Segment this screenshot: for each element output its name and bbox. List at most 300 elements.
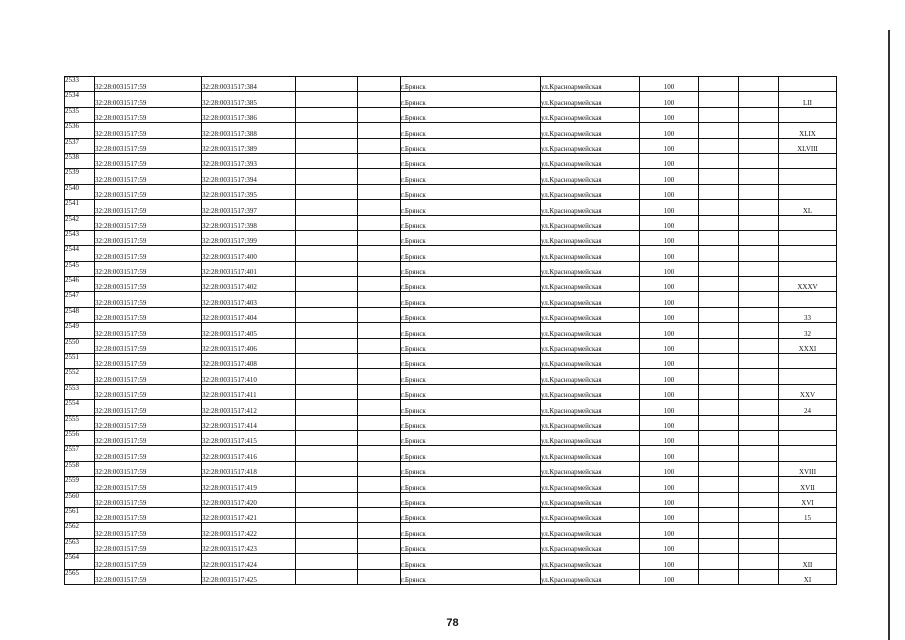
empty-cell (296, 77, 358, 92)
empty-cell (699, 277, 739, 292)
parent-cadastral-number-cell: 32:28:0031517:59 (95, 523, 202, 538)
empty-cell (358, 323, 401, 338)
table-row (65, 107, 837, 122)
table-row (65, 138, 837, 153)
empty-cell (358, 123, 401, 138)
percent-cell: 100 (640, 292, 699, 307)
row-number-cell: 2565 (65, 569, 95, 584)
street-cell: ул.Красноармейская (541, 246, 640, 261)
empty-cell (739, 307, 779, 322)
empty-cell (739, 538, 779, 553)
table-row (65, 492, 837, 507)
empty-cell (699, 323, 739, 338)
street-cell: ул.Красноармейская (541, 554, 640, 569)
empty-cell (699, 461, 739, 476)
row-number-cell: 2553 (65, 384, 95, 399)
cadastral-number-cell: 32:28:0031517:388 (202, 123, 296, 138)
empty-cell (699, 338, 739, 353)
cadastral-number-cell: 32:28:0031517:384 (202, 77, 296, 92)
empty-cell (358, 292, 401, 307)
city-cell: г.Брянск (401, 323, 541, 338)
city-cell: г.Брянск (401, 461, 541, 476)
cadastral-number-cell: 32:28:0031517:386 (202, 107, 296, 122)
parent-cadastral-number-cell: 32:28:0031517:59 (95, 307, 202, 322)
empty-cell (699, 107, 739, 122)
city-cell: г.Брянск (401, 77, 541, 92)
empty-cell (699, 123, 739, 138)
cadastral-number-cell: 32:28:0031517:418 (202, 461, 296, 476)
street-cell: ул.Красноармейская (541, 277, 640, 292)
empty-cell (358, 461, 401, 476)
parent-cadastral-number-cell: 32:28:0031517:59 (95, 138, 202, 153)
city-cell: г.Брянск (401, 430, 541, 445)
empty-cell (296, 400, 358, 415)
percent-cell: 100 (640, 523, 699, 538)
percent-cell: 100 (640, 92, 699, 107)
empty-cell (296, 261, 358, 276)
percent-cell: 100 (640, 369, 699, 384)
empty-cell (296, 277, 358, 292)
empty-cell (358, 477, 401, 492)
room-number-cell (779, 292, 837, 307)
empty-cell (739, 184, 779, 199)
street-cell: ул.Красноармейская (541, 477, 640, 492)
empty-cell (358, 277, 401, 292)
percent-cell: 100 (640, 184, 699, 199)
street-cell: ул.Красноармейская (541, 92, 640, 107)
empty-cell (699, 169, 739, 184)
empty-cell (739, 230, 779, 245)
row-number-cell: 2546 (65, 277, 95, 292)
city-cell: г.Брянск (401, 446, 541, 461)
empty-cell (699, 354, 739, 369)
city-cell: г.Брянск (401, 415, 541, 430)
table-row (65, 384, 837, 399)
empty-cell (699, 215, 739, 230)
parent-cadastral-number-cell: 32:28:0031517:59 (95, 123, 202, 138)
percent-cell: 100 (640, 138, 699, 153)
empty-cell (739, 446, 779, 461)
city-cell: г.Брянск (401, 523, 541, 538)
empty-cell (358, 446, 401, 461)
empty-cell (358, 77, 401, 92)
room-number-cell: 15 (779, 507, 837, 522)
percent-cell: 100 (640, 384, 699, 399)
street-cell: ул.Красноармейская (541, 338, 640, 353)
parent-cadastral-number-cell: 32:28:0031517:59 (95, 477, 202, 492)
street-cell: ул.Красноармейская (541, 215, 640, 230)
room-number-cell: XLVIII (779, 138, 837, 153)
table-row (65, 277, 837, 292)
empty-cell (358, 415, 401, 430)
city-cell: г.Брянск (401, 153, 541, 168)
percent-cell: 100 (640, 415, 699, 430)
registry-table-body (65, 77, 837, 585)
empty-cell (296, 153, 358, 168)
city-cell: г.Брянск (401, 477, 541, 492)
parent-cadastral-number-cell: 32:28:0031517:59 (95, 384, 202, 399)
empty-cell (296, 138, 358, 153)
cadastral-number-cell: 32:28:0031517:422 (202, 523, 296, 538)
city-cell: г.Брянск (401, 354, 541, 369)
row-number-cell: 2535 (65, 107, 95, 122)
room-number-cell: XVIII (779, 461, 837, 476)
city-cell: г.Брянск (401, 538, 541, 553)
room-number-cell (779, 415, 837, 430)
table-row (65, 338, 837, 353)
table-row (65, 292, 837, 307)
empty-cell (699, 153, 739, 168)
cadastral-number-cell: 32:28:0031517:406 (202, 338, 296, 353)
empty-cell (699, 246, 739, 261)
empty-cell (739, 215, 779, 230)
percent-cell: 100 (640, 77, 699, 92)
percent-cell: 100 (640, 169, 699, 184)
empty-cell (296, 246, 358, 261)
table-row (65, 523, 837, 538)
percent-cell: 100 (640, 446, 699, 461)
row-number-cell: 2556 (65, 430, 95, 445)
empty-cell (739, 523, 779, 538)
empty-cell (739, 369, 779, 384)
cadastral-number-cell: 32:28:0031517:421 (202, 507, 296, 522)
empty-cell (699, 400, 739, 415)
table-row (65, 77, 837, 92)
room-number-cell: LII (779, 92, 837, 107)
row-number-cell: 2557 (65, 446, 95, 461)
row-number-cell: 2540 (65, 184, 95, 199)
empty-cell (296, 446, 358, 461)
row-number-cell: 2560 (65, 492, 95, 507)
empty-cell (358, 153, 401, 168)
percent-cell: 100 (640, 246, 699, 261)
empty-cell (358, 169, 401, 184)
room-number-cell (779, 354, 837, 369)
empty-cell (296, 492, 358, 507)
row-number-cell: 2551 (65, 354, 95, 369)
parent-cadastral-number-cell: 32:28:0031517:59 (95, 554, 202, 569)
row-number-cell: 2564 (65, 554, 95, 569)
table-row (65, 507, 837, 522)
empty-cell (699, 200, 739, 215)
parent-cadastral-number-cell: 32:28:0031517:59 (95, 261, 202, 276)
room-number-cell (779, 246, 837, 261)
percent-cell: 100 (640, 107, 699, 122)
table-row (65, 354, 837, 369)
cadastral-number-cell: 32:28:0031517:423 (202, 538, 296, 553)
cadastral-number-cell: 32:28:0031517:416 (202, 446, 296, 461)
empty-cell (358, 338, 401, 353)
room-number-cell: XL (779, 200, 837, 215)
city-cell: г.Брянск (401, 369, 541, 384)
street-cell: ул.Красноармейская (541, 507, 640, 522)
percent-cell: 100 (640, 123, 699, 138)
percent-cell: 100 (640, 215, 699, 230)
parent-cadastral-number-cell: 32:28:0031517:59 (95, 277, 202, 292)
city-cell: г.Брянск (401, 307, 541, 322)
page-number: 78 (446, 617, 459, 629)
row-number-cell: 2545 (65, 261, 95, 276)
empty-cell (699, 430, 739, 445)
parent-cadastral-number-cell: 32:28:0031517:59 (95, 246, 202, 261)
cadastral-number-cell: 32:28:0031517:414 (202, 415, 296, 430)
table-row (65, 569, 837, 584)
parent-cadastral-number-cell: 32:28:0031517:59 (95, 569, 202, 584)
empty-cell (358, 384, 401, 399)
city-cell: г.Брянск (401, 123, 541, 138)
percent-cell: 100 (640, 554, 699, 569)
cadastral-number-cell: 32:28:0031517:410 (202, 369, 296, 384)
row-number-cell: 2544 (65, 246, 95, 261)
row-number-cell: 2549 (65, 323, 95, 338)
table-row (65, 369, 837, 384)
empty-cell (739, 77, 779, 92)
cadastral-number-cell: 32:28:0031517:412 (202, 400, 296, 415)
street-cell: ул.Красноармейская (541, 415, 640, 430)
percent-cell: 100 (640, 261, 699, 276)
parent-cadastral-number-cell: 32:28:0031517:59 (95, 107, 202, 122)
street-cell: ул.Красноармейская (541, 261, 640, 276)
street-cell: ул.Красноармейская (541, 461, 640, 476)
empty-cell (358, 200, 401, 215)
city-cell: г.Брянск (401, 138, 541, 153)
empty-cell (739, 292, 779, 307)
room-number-cell: XXV (779, 384, 837, 399)
cadastral-number-cell: 32:28:0031517:425 (202, 569, 296, 584)
room-number-cell (779, 538, 837, 553)
cadastral-number-cell: 32:28:0031517:405 (202, 323, 296, 338)
street-cell: ул.Красноармейская (541, 523, 640, 538)
empty-cell (296, 200, 358, 215)
parent-cadastral-number-cell: 32:28:0031517:59 (95, 461, 202, 476)
room-number-cell (779, 230, 837, 245)
cadastral-number-cell: 32:28:0031517:408 (202, 354, 296, 369)
empty-cell (358, 507, 401, 522)
city-cell: г.Брянск (401, 338, 541, 353)
row-number-cell: 2543 (65, 230, 95, 245)
empty-cell (358, 492, 401, 507)
empty-cell (699, 292, 739, 307)
row-number-cell: 2558 (65, 461, 95, 476)
street-cell: ул.Красноармейская (541, 138, 640, 153)
percent-cell: 100 (640, 492, 699, 507)
city-cell: г.Брянск (401, 169, 541, 184)
street-cell: ул.Красноармейская (541, 169, 640, 184)
empty-cell (358, 523, 401, 538)
percent-cell: 100 (640, 430, 699, 445)
percent-cell: 100 (640, 307, 699, 322)
empty-cell (739, 169, 779, 184)
empty-cell (358, 307, 401, 322)
table-row (65, 200, 837, 215)
street-cell: ул.Красноармейская (541, 123, 640, 138)
empty-cell (358, 107, 401, 122)
empty-cell (739, 415, 779, 430)
empty-cell (739, 153, 779, 168)
street-cell: ул.Красноармейская (541, 200, 640, 215)
city-cell: г.Брянск (401, 569, 541, 584)
percent-cell: 100 (640, 507, 699, 522)
empty-cell (699, 554, 739, 569)
percent-cell: 100 (640, 200, 699, 215)
cadastral-number-cell: 32:28:0031517:395 (202, 184, 296, 199)
street-cell: ул.Красноармейская (541, 107, 640, 122)
room-number-cell (779, 369, 837, 384)
city-cell: г.Брянск (401, 292, 541, 307)
room-number-cell: XLIX (779, 123, 837, 138)
street-cell: ул.Красноармейская (541, 492, 640, 507)
row-number-cell: 2541 (65, 200, 95, 215)
table-row (65, 477, 837, 492)
street-cell: ул.Красноармейская (541, 430, 640, 445)
row-number-cell: 2542 (65, 215, 95, 230)
parent-cadastral-number-cell: 32:28:0031517:59 (95, 507, 202, 522)
empty-cell (358, 184, 401, 199)
empty-cell (699, 538, 739, 553)
parent-cadastral-number-cell: 32:28:0031517:59 (95, 369, 202, 384)
empty-cell (296, 184, 358, 199)
street-cell: ул.Красноармейская (541, 400, 640, 415)
row-number-cell: 2561 (65, 507, 95, 522)
table-row (65, 554, 837, 569)
row-number-cell: 2547 (65, 292, 95, 307)
empty-cell (296, 384, 358, 399)
empty-cell (296, 461, 358, 476)
cadastral-number-cell: 32:28:0031517:403 (202, 292, 296, 307)
empty-cell (699, 369, 739, 384)
cadastral-number-cell: 32:28:0031517:401 (202, 261, 296, 276)
row-number-cell: 2563 (65, 538, 95, 553)
row-number-cell: 2559 (65, 477, 95, 492)
percent-cell: 100 (640, 338, 699, 353)
empty-cell (739, 400, 779, 415)
parent-cadastral-number-cell: 32:28:0031517:59 (95, 200, 202, 215)
cadastral-number-cell: 32:28:0031517:420 (202, 492, 296, 507)
percent-cell: 100 (640, 538, 699, 553)
empty-cell (296, 538, 358, 553)
empty-cell (296, 415, 358, 430)
city-cell: г.Брянск (401, 400, 541, 415)
empty-cell (296, 477, 358, 492)
empty-cell (296, 307, 358, 322)
parent-cadastral-number-cell: 32:28:0031517:59 (95, 77, 202, 92)
table-row (65, 92, 837, 107)
table-row (65, 307, 837, 322)
empty-cell (358, 215, 401, 230)
room-number-cell (779, 107, 837, 122)
percent-cell: 100 (640, 230, 699, 245)
empty-cell (296, 123, 358, 138)
empty-cell (296, 338, 358, 353)
empty-cell (699, 415, 739, 430)
room-number-cell (779, 184, 837, 199)
empty-cell (739, 492, 779, 507)
empty-cell (296, 369, 358, 384)
table-row (65, 230, 837, 245)
empty-cell (739, 338, 779, 353)
empty-cell (699, 569, 739, 584)
city-cell: г.Брянск (401, 507, 541, 522)
empty-cell (739, 246, 779, 261)
street-cell: ул.Красноармейская (541, 354, 640, 369)
cadastral-number-cell: 32:28:0031517:393 (202, 153, 296, 168)
parent-cadastral-number-cell: 32:28:0031517:59 (95, 538, 202, 553)
row-number-cell: 2538 (65, 153, 95, 168)
table-row (65, 430, 837, 445)
empty-cell (296, 292, 358, 307)
parent-cadastral-number-cell: 32:28:0031517:59 (95, 215, 202, 230)
city-cell: г.Брянск (401, 492, 541, 507)
empty-cell (739, 261, 779, 276)
table-row (65, 169, 837, 184)
city-cell: г.Брянск (401, 92, 541, 107)
room-number-cell (779, 523, 837, 538)
city-cell: г.Брянск (401, 261, 541, 276)
parent-cadastral-number-cell: 32:28:0031517:59 (95, 292, 202, 307)
city-cell: г.Брянск (401, 230, 541, 245)
street-cell: ул.Красноармейская (541, 230, 640, 245)
row-number-cell: 2555 (65, 415, 95, 430)
empty-cell (296, 92, 358, 107)
street-cell: ул.Красноармейская (541, 307, 640, 322)
empty-cell (358, 554, 401, 569)
city-cell: г.Брянск (401, 200, 541, 215)
parent-cadastral-number-cell: 32:28:0031517:59 (95, 492, 202, 507)
parent-cadastral-number-cell: 32:28:0031517:59 (95, 415, 202, 430)
cadastral-number-cell: 32:28:0031517:424 (202, 554, 296, 569)
cadastral-number-cell: 32:28:0031517:419 (202, 477, 296, 492)
parent-cadastral-number-cell: 32:28:0031517:59 (95, 153, 202, 168)
cadastral-number-cell: 32:28:0031517:415 (202, 430, 296, 445)
row-number-cell: 2533 (65, 77, 95, 92)
empty-cell (699, 184, 739, 199)
empty-cell (699, 307, 739, 322)
registry-table (64, 76, 837, 585)
empty-cell (739, 200, 779, 215)
empty-cell (699, 92, 739, 107)
cadastral-number-cell: 32:28:0031517:389 (202, 138, 296, 153)
percent-cell: 100 (640, 277, 699, 292)
empty-cell (739, 461, 779, 476)
empty-cell (739, 277, 779, 292)
empty-cell (739, 430, 779, 445)
room-number-cell (779, 169, 837, 184)
row-number-cell: 2537 (65, 138, 95, 153)
table-row (65, 400, 837, 415)
room-number-cell (779, 430, 837, 445)
empty-cell (739, 123, 779, 138)
empty-cell (739, 354, 779, 369)
table-row (65, 538, 837, 553)
parent-cadastral-number-cell: 32:28:0031517:59 (95, 446, 202, 461)
cadastral-number-cell: 32:28:0031517:404 (202, 307, 296, 322)
street-cell: ул.Красноармейская (541, 446, 640, 461)
room-number-cell: XXXV (779, 277, 837, 292)
empty-cell (739, 107, 779, 122)
street-cell: ул.Красноармейская (541, 323, 640, 338)
room-number-cell: 24 (779, 400, 837, 415)
room-number-cell: XII (779, 554, 837, 569)
room-number-cell: 33 (779, 307, 837, 322)
room-number-cell: 32 (779, 323, 837, 338)
percent-cell: 100 (640, 461, 699, 476)
street-cell: ул.Красноармейская (541, 292, 640, 307)
street-cell: ул.Красноармейская (541, 538, 640, 553)
cadastral-number-cell: 32:28:0031517:394 (202, 169, 296, 184)
cadastral-number-cell: 32:28:0031517:399 (202, 230, 296, 245)
row-number-cell: 2562 (65, 523, 95, 538)
street-cell: ул.Красноармейская (541, 184, 640, 199)
